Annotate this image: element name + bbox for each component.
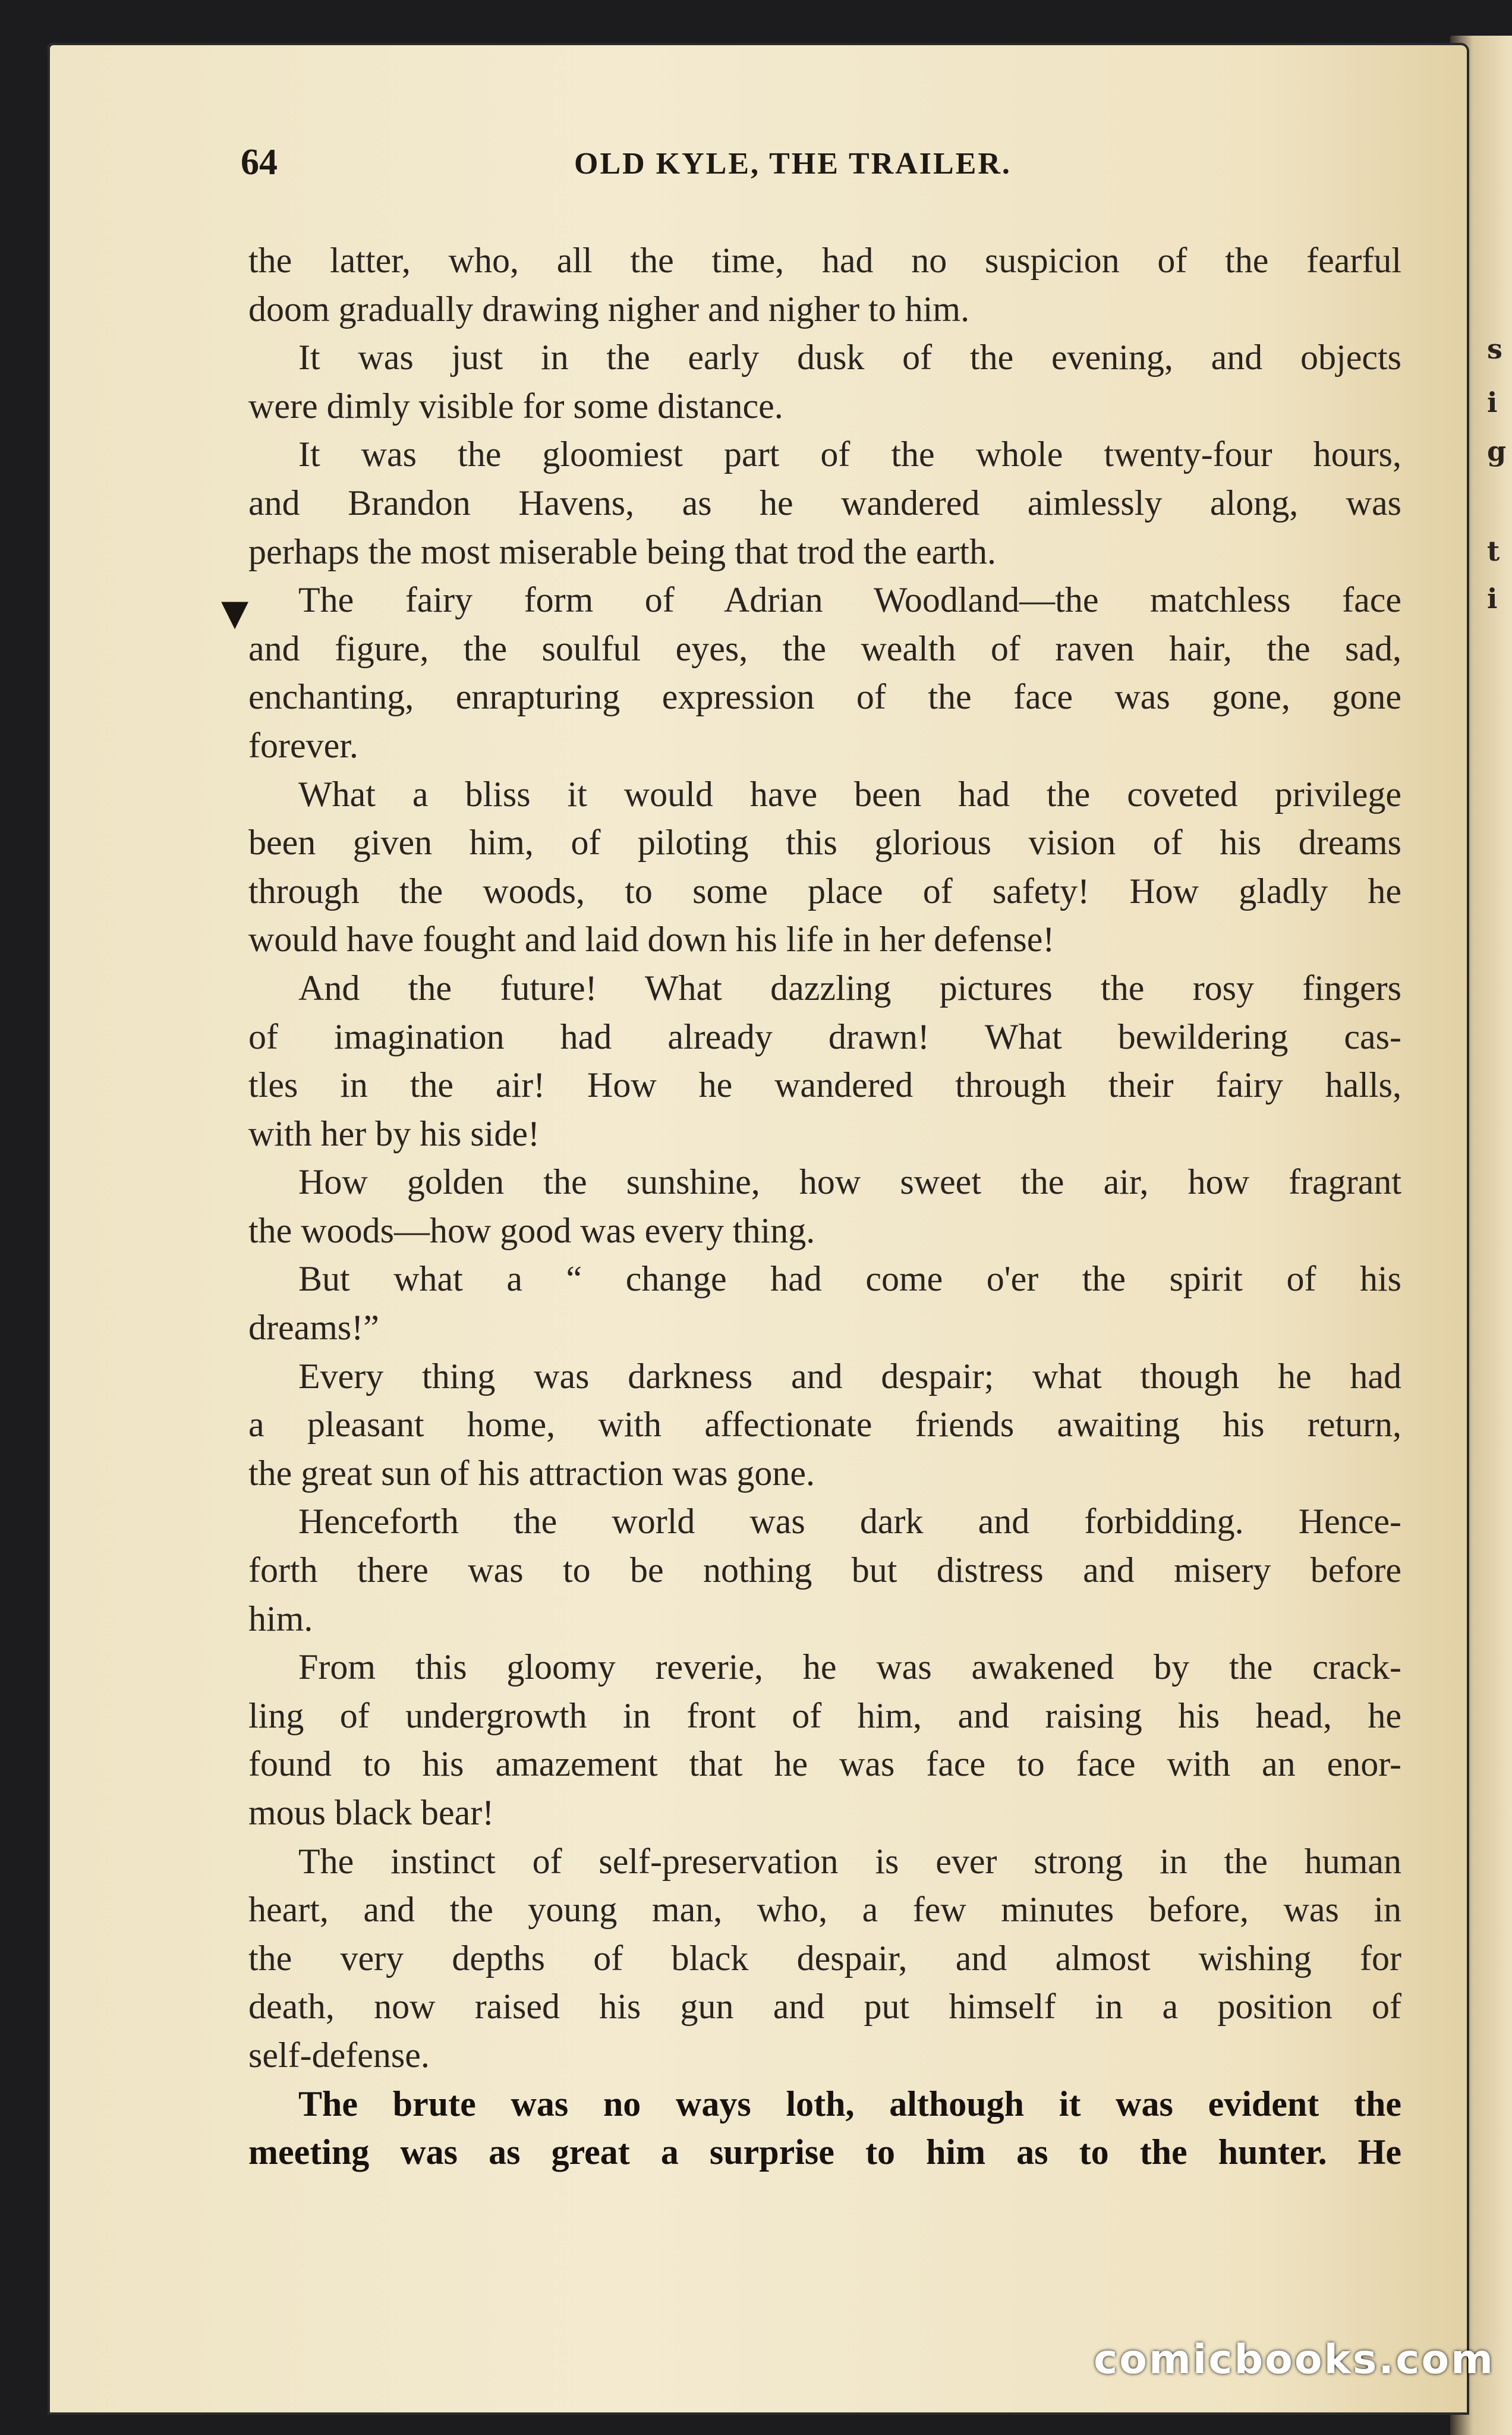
facing-page-glyph: s: [1487, 333, 1502, 365]
facing-page-glyph: t: [1487, 535, 1500, 567]
text-line: forever.: [248, 725, 358, 765]
page-number: 64: [241, 142, 278, 183]
text-line: Henceforth the world was dark and forbidding. Hence-: [298, 1502, 1401, 1541]
text-line: doom gradually drawing nigher and nigher to him.: [248, 289, 970, 329]
text-line: were dimly visible for some distance.: [248, 386, 783, 426]
text-line: and Brandon Havens, as he wandered aimlessly along, was: [248, 483, 1401, 523]
text-line: through the woods, to some place of safety! How gladly he: [248, 871, 1401, 911]
text-line: with her by his side!: [248, 1113, 540, 1153]
text-line: The fairy form of Adrian Woodland—the matchless face: [298, 580, 1401, 620]
margin-mark: ▼: [221, 592, 249, 634]
facing-page-glyph: i: [1487, 386, 1498, 419]
text-line: It was the gloomiest part of the whole twenty-four hours,: [298, 435, 1401, 474]
text-line: How golden the sunshine, how sweet the air, how fragrant: [298, 1162, 1401, 1202]
text-line: mous black bear!: [248, 1793, 494, 1832]
text-line: a pleasant home, with affectionate friends awaiting his return,: [248, 1405, 1401, 1445]
text-line: and figure, the soulful eyes, the wealth of raven hair, the sad,: [248, 628, 1401, 668]
text-line: Every thing was darkness and despair; what though he had: [298, 1356, 1401, 1396]
text-line: But what a “ change had come o'er the spirit of his: [298, 1259, 1401, 1299]
text-line: the woods—how good was every thing.: [248, 1210, 815, 1250]
text-line: death, now raised his gun and put himself in a position of: [248, 1987, 1401, 2027]
facing-page-glyph: g: [1487, 435, 1507, 467]
text-line: heart, and the young man, who, a few minutes before, was in: [248, 1890, 1401, 1930]
text-line: the great sun of his attraction was gone.: [248, 1453, 815, 1493]
text-line: The instinct of self-preservation is ever strong in the human: [298, 1841, 1401, 1881]
text-line: forth there was to be nothing but distress and misery before: [248, 1550, 1401, 1590]
text-line: been given him, of piloting this glorious vision of his dreams: [248, 823, 1401, 863]
text-line: What a bliss it would have been had the coveted privilege: [298, 774, 1401, 814]
text-line: the very depths of black despair, and almost wishing for: [248, 1938, 1401, 1978]
text-line: From this gloomy reverie, he was awakened by the crack-: [298, 1647, 1401, 1687]
text-line: him.: [248, 1599, 313, 1638]
text-line: would have fought and laid down his life in her defense!: [248, 920, 1055, 959]
text-line: And the future! What dazzling pictures the rosy fingers: [298, 968, 1401, 1008]
text-line: perhaps the most miserable being that trod the earth.: [248, 531, 996, 571]
text-line: of imagination had already drawn! What bewildering cas-: [248, 1017, 1401, 1056]
text-line: meeting was as great a surprise to him as to the hunter. He: [248, 2132, 1401, 2172]
text-line: The brute was no ways loth, although it was evident the: [298, 2084, 1401, 2123]
text-line: ling of undergrowth in front of him, and raising his head, he: [248, 1695, 1401, 1735]
text-line: It was just in the early dusk of the evening, and objects: [298, 338, 1401, 377]
text-line: dreams!”: [248, 1308, 379, 1348]
text-line: self-defense.: [248, 2035, 430, 2075]
facing-page-glyph: i: [1487, 583, 1498, 615]
text-line: tles in the air! How he wandered through their fairy halls,: [248, 1065, 1401, 1105]
text-line: found to his amazement that he was face to face with an enor-: [248, 1744, 1401, 1784]
running-header: OLD KYLE, THE TRAILER.: [574, 147, 1012, 181]
text-line: the latter, who, all the time, had no suspicion of the fearful: [248, 241, 1401, 280]
text-line: enchanting, enrapturing expression of the face was gone, gone: [248, 677, 1401, 717]
body-text: [248, 237, 1401, 2177]
watermark: comicbooks.com: [1094, 2336, 1495, 2383]
